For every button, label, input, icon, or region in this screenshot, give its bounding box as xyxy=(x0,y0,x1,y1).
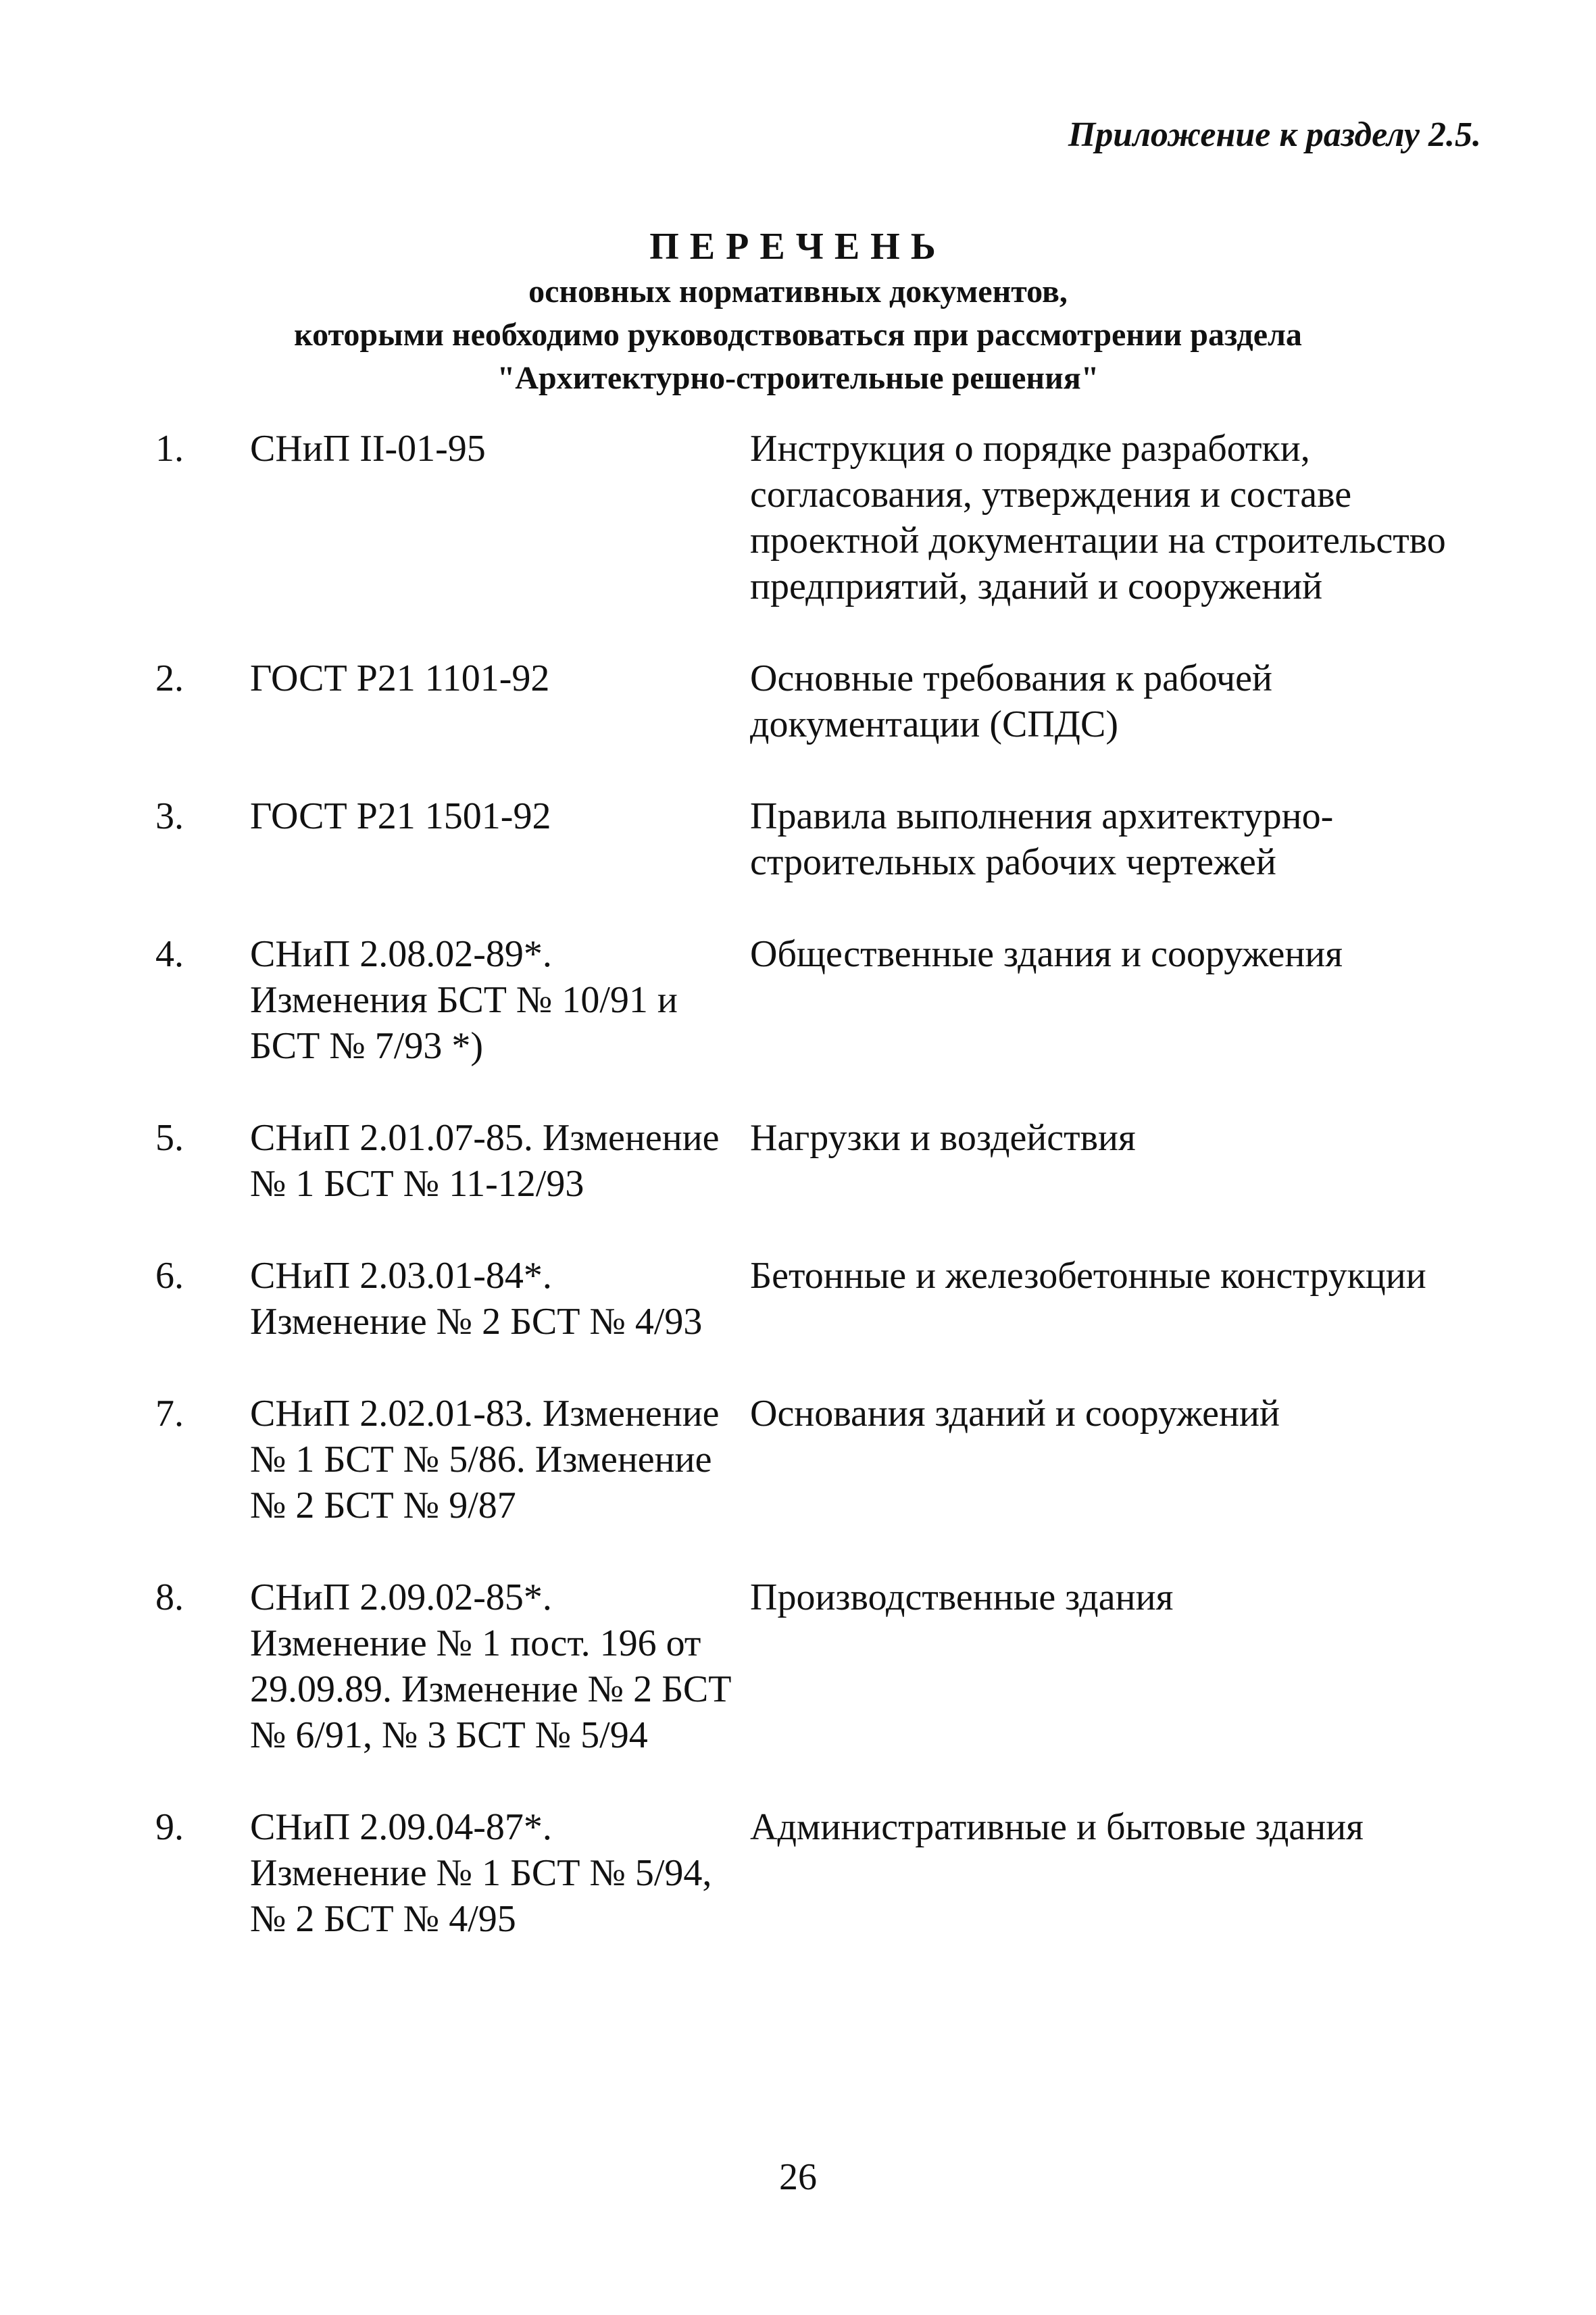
appendix-note: Приложение к разделу 2.5. xyxy=(1068,116,1481,154)
list-item xyxy=(155,1574,1500,1758)
item-code: СНиП 2.09.02-85*. Изменение № 1 пост. 196 от 29.09.89. Изменение № 2 БСТ № 6/91, № 3 БСТ № 5/94 xyxy=(250,1576,732,1756)
document-subtitle-line-2: которыми необходимо руководствоваться при рассмотрении раздела xyxy=(294,317,1302,353)
item-number: 7. xyxy=(155,1393,184,1435)
item-number: 8. xyxy=(155,1576,184,1618)
item-number: 5. xyxy=(155,1117,184,1159)
item-code: СНиП 2.08.02-89*. Изменения БСТ № 10/91 и БСТ № 7/93 *) xyxy=(250,933,678,1067)
page-number: 26 xyxy=(779,2156,817,2198)
item-number: 3. xyxy=(155,795,184,837)
item-number: 2. xyxy=(155,657,184,699)
item-title: Инструкция о порядке разработки, согласования, утверждения и составе проектной документации на строительство предприятий, зданий и сооружений xyxy=(750,428,1446,607)
list-item xyxy=(155,1253,1500,1345)
item-number: 9. xyxy=(155,1806,184,1848)
list-item xyxy=(155,793,1500,885)
document-subtitle-line-1: основных нормативных документов, xyxy=(528,274,1068,309)
item-title: Производственные здания xyxy=(750,1576,1174,1618)
document-title-block xyxy=(0,223,1596,400)
item-title: Нагрузки и воздействия xyxy=(750,1117,1136,1159)
list-item xyxy=(155,931,1500,1069)
list-item xyxy=(155,1391,1500,1528)
item-code: ГОСТ Р21 1501-92 xyxy=(250,795,551,837)
item-code: ГОСТ Р21 1101-92 xyxy=(250,657,550,699)
item-number: 6. xyxy=(155,1255,184,1297)
document-title: ПЕРЕЧЕНЬ xyxy=(649,226,947,268)
item-number: 4. xyxy=(155,933,184,975)
list-item xyxy=(155,1115,1500,1207)
item-code: СНиП 2.09.04-87*. Изменение № 1 БСТ № 5/94, № 2 БСТ № 4/95 xyxy=(250,1806,712,1940)
item-code: СНиП 2.01.07-85. Изменение № 1 БСТ № 11-12/93 xyxy=(250,1117,720,1205)
item-title: Основные требования к рабочей документации (СПДС) xyxy=(750,657,1273,745)
item-title: Правила выполнения архитектурно-строительных рабочих чертежей xyxy=(750,795,1334,883)
item-code: СНиП II-01-95 xyxy=(250,428,486,470)
item-title: Общественные здания и сооружения xyxy=(750,933,1343,975)
item-title: Основания зданий и сооружений xyxy=(750,1393,1280,1435)
document-list xyxy=(155,426,1500,1988)
item-title: Бетонные и железобетонные конструкции xyxy=(750,1255,1426,1297)
list-item xyxy=(155,1804,1500,1942)
list-item xyxy=(155,655,1500,747)
item-code: СНиП 2.02.01-83. Изменение № 1 БСТ № 5/86. Изменение № 2 БСТ № 9/87 xyxy=(250,1393,720,1526)
list-item xyxy=(155,426,1500,609)
item-code: СНиП 2.03.01-84*. Изменение № 2 БСТ № 4/93 xyxy=(250,1255,703,1343)
document-subtitle-line-3: "Архитектурно-строительные решения" xyxy=(497,360,1099,396)
item-number: 1. xyxy=(155,428,184,470)
item-title: Административные и бытовые здания xyxy=(750,1806,1364,1848)
